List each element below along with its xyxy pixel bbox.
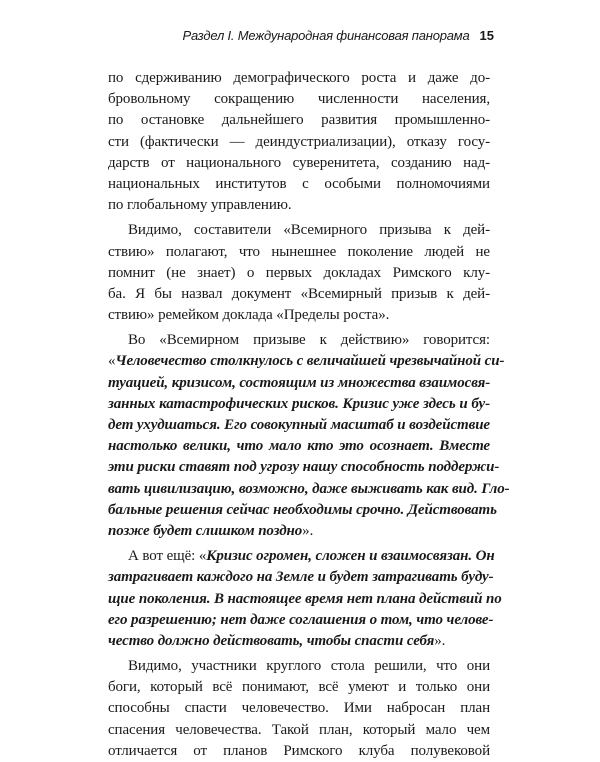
text-line bbox=[108, 263, 490, 284]
text-segment: Видимо, составители «Всемирного призыва к дей- bbox=[128, 222, 490, 239]
quote-segment: туацией, кризисом, состоящим из множества взаимосвя- bbox=[108, 374, 491, 391]
quote-segment: эти риски ставят под угрозу нашу способность поддержи- bbox=[108, 459, 500, 476]
paragraph bbox=[108, 330, 510, 542]
text-line bbox=[108, 284, 490, 305]
text-line bbox=[108, 68, 490, 89]
quote-segment: затрагивает каждого на Земле и будет затрагивать буду- bbox=[108, 569, 494, 586]
text-line bbox=[108, 436, 490, 457]
quote-segment: его разрешению; нет даже соглашения о том, что челове- bbox=[108, 611, 494, 628]
text-line bbox=[108, 589, 502, 610]
quote-segment: бальные решения сейчас необходимы срочно. Действовать bbox=[108, 501, 497, 518]
quote-segment: Кризис огромен, сложен и взаимосвязан. Он bbox=[206, 548, 495, 565]
text-segment: по сдерживанию демографического роста и даже до- bbox=[108, 70, 490, 86]
text-line bbox=[108, 415, 490, 436]
section-title: Раздел I. Международная финансовая панорама bbox=[182, 28, 470, 43]
body-text bbox=[108, 68, 510, 762]
text-segment: помнит (не знает) о первых докладах Римского клу- bbox=[108, 264, 490, 281]
text-line bbox=[108, 132, 490, 153]
paragraph bbox=[108, 656, 490, 762]
text-line bbox=[108, 546, 495, 567]
quote-segment: чество должно действовать, чтобы спасти себя bbox=[108, 632, 435, 649]
text-segment: дарств от национального суверенитета, созданию над- bbox=[108, 154, 490, 171]
text-line bbox=[108, 720, 490, 741]
text-line bbox=[108, 305, 490, 326]
text-segment: способны спасти человечество. Ими набросан план bbox=[108, 700, 490, 717]
paragraph bbox=[108, 68, 490, 216]
text-segment: ба. Я бы назвал документ «Всемирный призыв к дей- bbox=[108, 285, 490, 302]
text-segment: ствию» полагают, что нынешнее поколение людей не bbox=[108, 243, 490, 260]
text-segment: Видимо, участники круглого стола решили, что они bbox=[128, 658, 490, 675]
text-line bbox=[108, 330, 490, 351]
text-segment: Во «Всемирном призыве к действию» говорится: bbox=[128, 332, 490, 349]
text-line bbox=[108, 567, 494, 588]
text-line bbox=[108, 631, 490, 652]
paragraph bbox=[108, 546, 502, 652]
text-segment: по глобальному управлению. bbox=[108, 197, 292, 214]
text-line bbox=[108, 500, 497, 521]
text-line bbox=[108, 457, 500, 478]
text-line bbox=[108, 351, 505, 372]
text-segment: сти (фактически — деиндустриализации), отказу госу- bbox=[108, 133, 490, 150]
text-line bbox=[108, 153, 490, 174]
quote-segment: дет ухудшаться. Его совокупный масштаб и воздействие bbox=[108, 417, 490, 433]
text-line bbox=[108, 741, 490, 762]
text-line bbox=[108, 610, 494, 631]
text-segment: боги, который всё понимают, всё умеют и только они bbox=[108, 679, 490, 696]
text-line bbox=[108, 220, 490, 241]
page-number: 15 bbox=[479, 28, 494, 43]
quote-segment: настолько велики, что мало кто это осознает. Вместе bbox=[108, 438, 490, 455]
text-line bbox=[108, 656, 490, 677]
text-line bbox=[108, 521, 490, 542]
text-line bbox=[108, 698, 490, 719]
text-line bbox=[108, 677, 490, 698]
text-segment: ». bbox=[302, 522, 314, 539]
text-segment: спасения человечества. Такой план, который мало чем bbox=[108, 721, 490, 738]
text-line bbox=[108, 174, 490, 195]
text-line bbox=[108, 110, 490, 131]
running-header bbox=[182, 28, 494, 44]
text-segment: по остановке дальнейшего развития промышленно- bbox=[108, 112, 490, 129]
quote-segment: Человечество столкнулось с величайшей чрезвычайной си- bbox=[115, 353, 505, 370]
text-line bbox=[108, 242, 490, 263]
quote-segment: щие поколения. В настоящее время нет плана действий по bbox=[108, 590, 502, 607]
text-line bbox=[108, 479, 510, 500]
text-line bbox=[108, 373, 490, 394]
paragraph bbox=[108, 220, 490, 326]
text-segment: « bbox=[108, 353, 116, 370]
text-line bbox=[108, 89, 490, 110]
quote-segment: занных катастрофических рисков. Кризис уже здесь и бу- bbox=[108, 395, 490, 412]
text-segment: ». bbox=[434, 632, 446, 649]
text-segment: бровольному сокращению численности населения, bbox=[108, 91, 490, 108]
text-line bbox=[108, 394, 490, 415]
text-segment: А вот ещё: « bbox=[128, 548, 207, 565]
text-segment: отличается от планов Римского клуба полувековой bbox=[108, 742, 490, 759]
quote-segment: позже будет слишком поздно bbox=[108, 522, 303, 539]
text-segment: национальных институтов с особыми полномочиями bbox=[108, 175, 490, 192]
text-line bbox=[108, 195, 490, 216]
quote-segment: вать цивилизацию, возможно, даже выживать как вид. Гло- bbox=[108, 480, 510, 497]
text-segment: ствию» ремейком доклада «Пределы роста». bbox=[108, 307, 390, 324]
